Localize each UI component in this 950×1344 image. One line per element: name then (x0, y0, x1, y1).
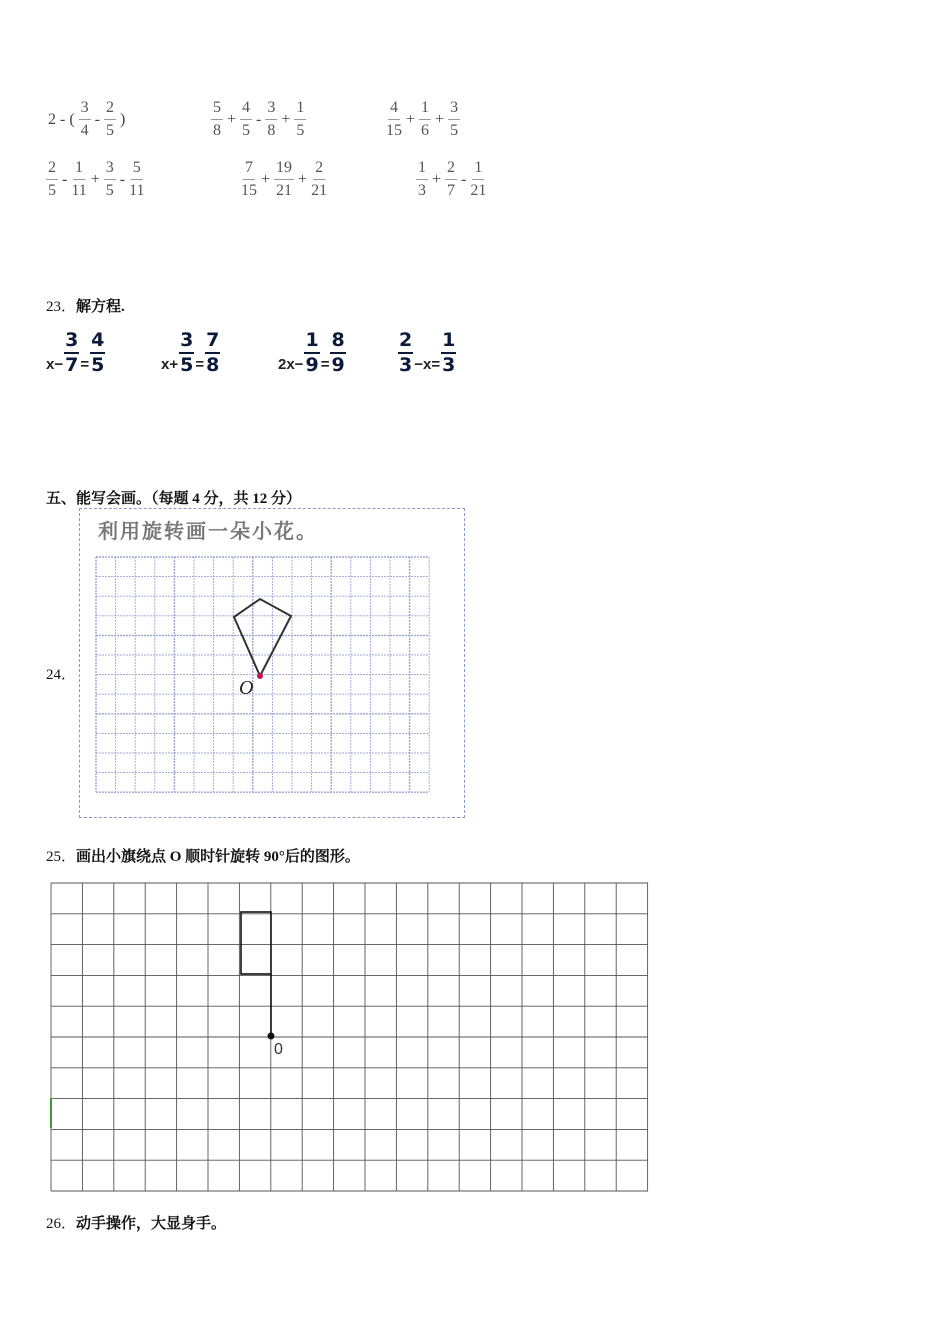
fraction (448, 100, 460, 139)
equation-row (46, 325, 566, 377)
fraction (419, 100, 431, 139)
q23-heading (46, 295, 125, 316)
fraction-numerator: 3 (448, 100, 460, 120)
equation (278, 325, 346, 375)
flag-rect (241, 912, 271, 974)
fraction-numerator: 1 (419, 100, 431, 120)
equation-fraction (441, 331, 456, 375)
calc-operator: + (435, 110, 445, 128)
calc-operator: + (298, 170, 308, 188)
q23-title: 解方程. (76, 299, 125, 315)
fraction-numerator: 4 (388, 100, 400, 120)
fraction-denominator: 5 (242, 122, 251, 139)
fraction-numerator: 2 (398, 331, 413, 354)
equation-fraction (90, 331, 105, 375)
fraction-numerator: 4 (240, 100, 252, 120)
fraction-numerator: 2 (46, 160, 58, 180)
fraction-numerator: 5 (131, 160, 143, 180)
fraction-denominator: 9 (331, 354, 345, 376)
equation-fraction (205, 331, 220, 375)
section-5-title: 五、能写会画。（每题 4 分，共 12 分） (46, 491, 302, 507)
fraction-denominator: 5 (105, 182, 114, 199)
fraction-numerator: 3 (79, 100, 91, 120)
fraction (71, 160, 86, 199)
q24-figure (79, 508, 465, 818)
calc-row-1 (46, 100, 646, 150)
fraction-denominator: 5 (450, 122, 459, 139)
fraction (46, 160, 58, 199)
fraction-denominator: 21 (311, 182, 328, 199)
equation-text: −x= (414, 356, 441, 373)
fraction-denominator: 8 (267, 122, 276, 139)
q24-caption: 利用旋转画一朵小花。 (98, 519, 318, 543)
fraction-numerator: 8 (330, 331, 345, 354)
calc-expression (386, 100, 460, 139)
q26-heading (46, 1212, 226, 1233)
calc-operator: - (94, 110, 100, 128)
calc-operator: + (406, 110, 416, 128)
fraction-denominator: 7 (447, 182, 456, 199)
fraction-numerator: 4 (90, 331, 105, 354)
fraction-denominator: 15 (386, 122, 402, 139)
fraction-numerator: 1 (294, 100, 306, 120)
fraction-denominator: 5 (48, 182, 56, 199)
equation-text: x+ (161, 356, 179, 373)
calc-expression (241, 160, 327, 199)
q25-heading (46, 845, 360, 866)
equation-text: = (195, 356, 205, 373)
fraction-numerator: 1 (441, 331, 456, 354)
fraction-denominator: 9 (305, 354, 319, 376)
fraction-denominator: 3 (418, 182, 426, 199)
q26-number: 26． (46, 1216, 77, 1232)
fraction (104, 100, 116, 139)
equation (398, 325, 456, 375)
calc-operator: + (227, 110, 237, 128)
kite-shape (234, 599, 291, 676)
fraction-denominator: 15 (241, 182, 257, 199)
fraction-denominator: 6 (421, 122, 430, 139)
equation-fraction (64, 331, 79, 375)
fraction-numerator: 2 (445, 160, 457, 180)
fraction-numerator: 3 (179, 331, 194, 354)
fraction (416, 160, 428, 199)
calc-expression (46, 160, 145, 199)
fraction (294, 100, 306, 139)
calc-operator: - (461, 170, 467, 188)
fraction-denominator: 21 (470, 182, 487, 199)
calc-expression (211, 100, 306, 139)
q26-text: 动手操作，大显身手。 (76, 1216, 227, 1232)
calc-expression (416, 160, 486, 199)
fraction-numerator: 2 (104, 100, 116, 120)
calc-operator: ) (119, 110, 126, 128)
fraction-denominator: 3 (442, 354, 456, 376)
equation-text: = (320, 356, 330, 373)
fraction-denominator: 11 (71, 182, 87, 199)
fraction-denominator: 21 (276, 182, 293, 199)
calc-operator: + (432, 170, 442, 188)
fraction-numerator: 3 (265, 100, 277, 120)
calc-expression (46, 100, 127, 139)
fraction-denominator: 7 (65, 354, 79, 376)
equation (161, 325, 220, 375)
fraction (386, 100, 402, 139)
q25-text: 画出小旗绕点 O 顺时针旋转 90°后的图形。 (76, 849, 360, 865)
fraction (311, 160, 327, 199)
fraction-numerator: 7 (243, 160, 255, 180)
fraction (241, 160, 257, 199)
fraction-numerator: 3 (64, 331, 79, 354)
equation-text: x− (46, 356, 64, 373)
q25-grid-svg (48, 880, 654, 1194)
q24-grid-svg (80, 509, 464, 817)
equation (46, 325, 105, 375)
fraction-denominator: 11 (129, 182, 145, 199)
q25-number: 25． (46, 849, 77, 865)
fraction (470, 160, 486, 199)
fraction-numerator: 19 (274, 160, 294, 180)
equation-fraction (179, 331, 194, 375)
fraction-denominator: 5 (91, 354, 105, 376)
fraction (211, 100, 223, 139)
fraction (240, 100, 252, 139)
calc-row-2 (46, 160, 646, 210)
fraction-denominator: 4 (80, 122, 89, 139)
fraction-numerator: 3 (104, 160, 116, 180)
q25-point-label: 0 (274, 1041, 283, 1058)
fraction-numerator: 1 (73, 160, 85, 180)
calc-operator: - (256, 110, 262, 128)
calc-operator: 2 - ( (48, 110, 75, 128)
fraction (104, 160, 116, 199)
fraction-numerator: 7 (205, 331, 220, 354)
fraction (274, 160, 294, 199)
equation-text: = (80, 356, 90, 373)
fraction-denominator: 3 (399, 354, 413, 376)
q24-number: 24． (46, 667, 77, 683)
fraction-denominator: 8 (206, 354, 220, 376)
fraction-denominator: 5 (180, 354, 194, 376)
equation-fraction (304, 331, 319, 375)
fraction-denominator: 5 (105, 122, 114, 139)
equation-text: 2x− (278, 356, 304, 373)
fraction-numerator: 1 (472, 160, 484, 180)
fraction-denominator: 5 (296, 122, 305, 139)
equation-fraction (398, 331, 413, 375)
fraction (445, 160, 457, 199)
fraction (265, 100, 277, 139)
fraction-numerator: 1 (304, 331, 319, 354)
q25-grid (51, 883, 648, 1191)
q24-point-label: O (239, 677, 254, 699)
calc-operator: + (281, 110, 291, 128)
point-o (257, 673, 263, 679)
fraction-denominator: 8 (213, 122, 221, 139)
fraction-numerator: 5 (211, 100, 223, 120)
fraction (129, 160, 144, 199)
q23-number: 23． (46, 299, 77, 315)
fraction (79, 100, 91, 139)
calc-operator: - (119, 170, 126, 188)
point-o-25 (268, 1033, 275, 1040)
calc-operator: - (62, 170, 68, 188)
equation-fraction (330, 331, 345, 375)
fraction-numerator: 1 (416, 160, 428, 180)
fraction-numerator: 2 (313, 160, 325, 180)
calc-operator: + (90, 170, 100, 188)
calc-operator: + (261, 170, 271, 188)
